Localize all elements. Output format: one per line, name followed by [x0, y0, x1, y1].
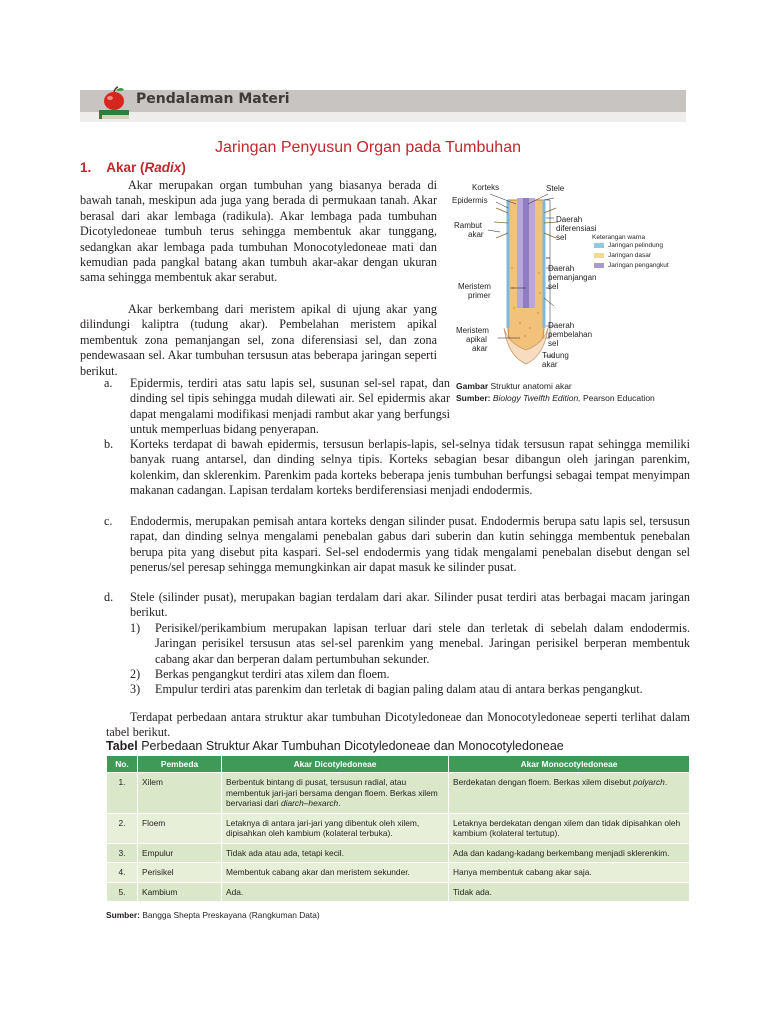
cell-pembeda	[138, 813, 222, 843]
label-daerah-bel-2: pembelahan	[548, 330, 593, 339]
cell-pembeda-pembeda: Empulur	[142, 847, 174, 858]
caption-text: Struktur anatomi akar	[490, 381, 572, 391]
figure-caption	[456, 380, 655, 404]
table-row	[107, 773, 690, 814]
label-meristem-apikal-3: akar	[472, 344, 488, 353]
subitem-3-mark: 3)	[130, 682, 141, 696]
paragraph-3	[106, 710, 690, 741]
table-source	[106, 910, 320, 920]
table-caption	[106, 739, 564, 753]
cell-dikot-dikot-end: .	[338, 798, 341, 808]
label-korteks: Korteks	[472, 183, 500, 192]
th-no: No.	[107, 756, 138, 773]
figure-source-rest: Pearson Education	[582, 393, 655, 403]
paragraph-2	[80, 302, 437, 379]
item-b-mark: b.	[104, 437, 114, 451]
label-tudung-1: Tudung	[542, 351, 569, 360]
cell-no	[107, 773, 138, 814]
cell-monokot-monokot: Hanya membentuk cabang akar saja.	[453, 867, 592, 877]
cell-pembeda-pembeda: Perisikel	[142, 867, 174, 877]
cell-dikot	[222, 773, 449, 814]
legend-swatch-dasar	[594, 253, 604, 258]
item-a-mark: a.	[104, 376, 113, 390]
cell-dikot-dikot: Letaknya di antara jari-jari yang dibentuk oleh xilem, dipisahkan oleh kambium (kolateral terbuka).	[226, 817, 420, 838]
figure-source-italic: Biology Twelfth Edition,	[492, 393, 581, 403]
table-caption-label: Tabel	[106, 739, 138, 753]
cell-no-no: 1.	[118, 777, 126, 787]
subitem-1-mark: 1)	[130, 621, 141, 635]
section-label: Akar (	[106, 160, 145, 175]
cell-pembeda-pembeda: Xilem	[142, 777, 163, 787]
cell-no-no: 3.	[118, 847, 126, 858]
label-daerah-dif-2: diferensiasi	[556, 224, 597, 233]
paragraph-1	[80, 178, 437, 286]
item-a: Epidermis, terdiri atas satu lapis sel, susunan sel-sel rapat, dan dinding sel tipis sehingga mudah dilewati air. Sel epidermis akar dapat mengalami modifikasi menjadi rambut akar yang berfungsi untuk memperluas bidang penyerapan.	[130, 376, 450, 437]
label-daerah-bel-1: Daerah	[548, 321, 575, 330]
cell-monokot	[449, 863, 690, 883]
cell-no	[107, 863, 138, 883]
label-daerah-pem-1: Daerah	[548, 264, 575, 273]
table-row	[107, 863, 690, 883]
label-meristem-primer-1: Meristem	[458, 282, 491, 291]
section-title	[80, 160, 186, 175]
subitem-2: Berkas pengangkut terdiri atas xilem dan floem.	[155, 667, 390, 681]
label-rambut-akar: akar	[468, 230, 484, 239]
paragraph-3-text: Terdapat perbedaan antara struktur akar tumbuhan Dicotyledoneae dan Monocotyledoneae seperti terlihat dalam tabel berikut.	[106, 710, 690, 740]
table-header-row	[107, 756, 690, 773]
cell-monokot	[449, 813, 690, 843]
cell-pembeda	[138, 843, 222, 863]
cell-dikot-dikot: Ada.	[226, 886, 244, 897]
subitem-2-mark: 2)	[130, 667, 141, 681]
item-d-mark: d.	[104, 590, 114, 604]
cell-pembeda	[138, 863, 222, 883]
label-epidermis: Epidermis	[452, 196, 488, 205]
label-meristem-apikal-1: Meristem	[456, 326, 489, 335]
table-row	[107, 882, 690, 902]
item-d: Stele (silinder pusat), merupakan bagian terdalam dari akar. Silinder pusat terdiri atas berbagai macam jaringan berikut.	[130, 590, 690, 620]
label-tudung-2: akar	[542, 360, 558, 369]
header-title: Pendalaman Materi	[136, 91, 290, 107]
item-b: Korteks terdapat di bawah epidermis, tersusun berlapis-lapis, sel-selnya tidak tersusun rapat sehingga memiliki banyak ruang antarsel, dan dinding selnya tipis. Korteks sebagian besar dibangun oleh jaringan parenkim, kolenkim, dan sklerenkim. Parenkim pada korteks beberapa jenis tumbuhan berfungsi sebagai tempat menyimpan makanan cadangan. Lapisan terdalam korteks berdiferensiasi menjadi endodermis.	[130, 437, 690, 498]
cell-dikot-dikot-it: diarch–hexarch	[280, 798, 339, 808]
cell-dikot	[222, 843, 449, 863]
subitem-1: Perisikel/perikambium merupakan lapisan terluar dari stele dan terletak di sebelah dalam endodermis. Jaringan perisikel tersusun atas sel-sel parenkim yang menebal. Jaringan perisikel berperan membentuk cabang akar dan berperan dalam pertumbuhan sekunder.	[155, 621, 690, 666]
section-number: 1.	[80, 160, 92, 175]
cell-dikot-dikot: Membentuk cabang akar dan meristem sekunder.	[226, 867, 410, 877]
root-anatomy-figure	[450, 178, 700, 408]
label-daerah-bel-3: sel	[548, 339, 559, 348]
chapter-header	[80, 84, 686, 124]
cell-monokot-monokot-end: .	[664, 777, 668, 787]
cell-no-no: 4.	[118, 867, 126, 877]
table-caption-text: Perbedaan Struktur Akar Tumbuhan Dicotyledoneae dan Monocotyledoneae	[141, 739, 564, 753]
cell-monokot-monokot: Tidak ada.	[453, 886, 492, 897]
cell-pembeda-pembeda: Floem	[142, 817, 166, 828]
caption-label: Gambar	[456, 381, 489, 391]
cell-pembeda-pembeda: Kambium	[142, 886, 178, 897]
cell-dikot	[222, 882, 449, 902]
cell-pembeda	[138, 773, 222, 814]
cell-no-no: 5.	[118, 886, 126, 897]
label-daerah-pem-3: sel	[548, 282, 559, 291]
header-band-lower	[80, 112, 686, 122]
apple-books-icon	[96, 84, 134, 122]
paragraph-1-text: Akar merupakan organ tumbuhan yang biasanya berada di bawah tanah, meskipun ada juga yang berada di permukaan tanah. Akar berasal dari akar lembaga (radikula). Akar lembaga pada tumbuhan Dicotyledoneae tumbuh terus sehingga membentuk akar tunggang, sedangkan akar lembaga pada tumbuhan Monocotyledoneae mati dan kemudian pada pangkal batang akan tumbuh akar-akar dengan ukuran sama sehingga membentuk akar serabut.	[80, 178, 437, 285]
cell-no	[107, 813, 138, 843]
legend-title: Keterangan warna	[592, 234, 646, 241]
legend-label-pengangkut: Jaringan pengangkut	[608, 262, 669, 269]
subitem-3: Empulur terdiri atas parenkim dan terletak di bagian paling dalam atau di antara berkas pengangkut.	[155, 682, 643, 696]
page-title: Jaringan Penyusun Organ pada Tumbuhan	[215, 139, 521, 156]
cell-no	[107, 882, 138, 902]
cell-dikot	[222, 813, 449, 843]
label-daerah-pem-2: pemanjangan	[548, 273, 597, 282]
label-daerah-dif-1: Daerah	[556, 215, 583, 224]
cell-monokot	[449, 773, 690, 814]
cell-monokot	[449, 882, 690, 902]
cell-monokot-monokot: Ada dan kadang-kadang berkembang menjadi sklerenkim.	[453, 847, 670, 858]
legend-swatch-pelindung	[594, 243, 604, 248]
legend-swatch-pengangkut	[594, 263, 604, 268]
table-source-text: Bangga Shepta Preskayana (Rangkuman Data)	[142, 910, 320, 920]
cell-dikot-dikot: Tidak ada atau ada, tetapi kecil.	[226, 847, 344, 858]
cell-no	[107, 843, 138, 863]
th-dikot: Akar Dicotyledoneae	[222, 756, 449, 773]
comparison-table	[106, 755, 690, 902]
figure-source-label: Sumber:	[456, 393, 491, 403]
table-row	[107, 843, 690, 863]
cell-monokot	[449, 843, 690, 863]
cell-monokot-monokot-it: polyarch	[633, 777, 665, 787]
label-meristem-primer-2: primer	[468, 291, 491, 300]
table-source-label: Sumber:	[106, 910, 140, 920]
cell-monokot-monokot: Berdekatan dengan floem. Berkas xilem disebut	[453, 777, 634, 787]
legend-label-pelindung: Jaringan pelindung	[608, 242, 663, 249]
section-label-italic: Radix	[144, 160, 182, 175]
item-c-mark: c.	[104, 514, 113, 528]
label-daerah-dif-3: sel	[556, 233, 567, 242]
section-label-end: )	[181, 160, 186, 175]
cell-pembeda	[138, 882, 222, 902]
label-rambut: Rambut	[454, 221, 483, 230]
label-meristem-apikal-2: apikal	[466, 335, 487, 344]
label-stele: Stele	[546, 184, 565, 193]
item-c: Endodermis, merupakan pemisah antara korteks dengan silinder pusat. Endodermis berupa satu lapis sel, tersusun rapat, dan dinding selnya mengalami penebalan gabus dari suberin dan kutin sehingga membentuk penebalan berupa pita yang disebut pita kaspari. Sel-sel endodermis yang tidak mengalami penebalan disebut dengan sel penerus/sel peresap sehingga memungkinkan air dapat masuk ke silinder pusat.	[130, 514, 690, 575]
th-pembeda: Pembeda	[138, 756, 222, 773]
table-row	[107, 813, 690, 843]
cell-dikot	[222, 863, 449, 883]
paragraph-2-text: Akar berkembang dari meristem apikal di ujung akar yang dilindungi kaliptra (tudung akar). Pembelahan meristem apikal membentuk zona pemanjangan sel, zona diferensiasi sel, dan zona pendewasaan sel. Akar tumbuhan tersusun atas beberapa jaringan seperti berikut.	[80, 302, 437, 378]
cell-dikot-dikot: Berbentuk bintang di pusat, tersusun radial, atau membentuk jari-jari bersama dengan floem. Berkas xilem bervariasi dari	[226, 777, 438, 808]
th-monokot: Akar Monocotyledoneae	[449, 756, 690, 773]
cell-monokot-monokot: Letaknya berdekatan dengan xilem dan tidak dipisahkan oleh kambium (kolateral tertutup).	[453, 817, 681, 838]
legend-label-dasar: Jaringan dasar	[608, 252, 651, 259]
cell-no-no: 2.	[118, 817, 126, 828]
